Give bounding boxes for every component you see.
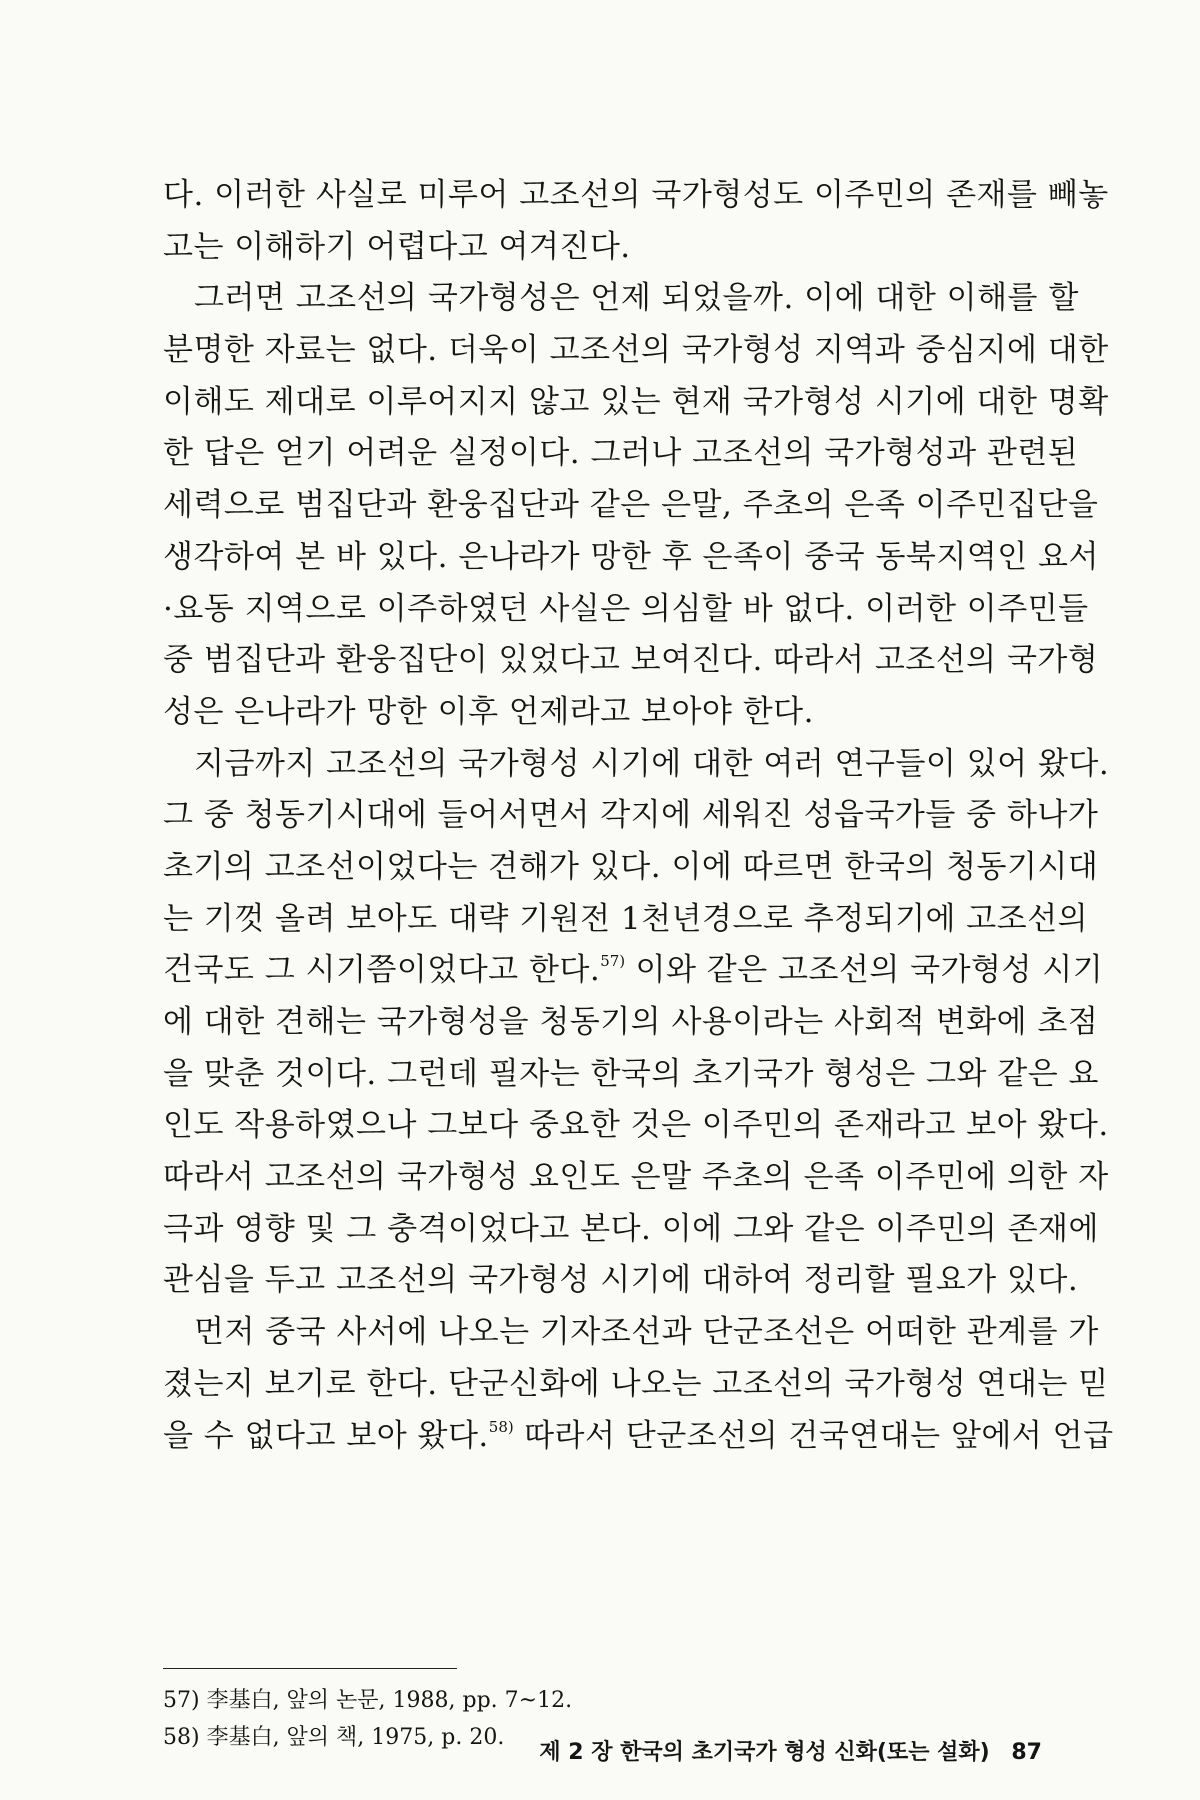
- page-number: 87: [1011, 1740, 1042, 1765]
- footnote-reference: 57): [600, 952, 626, 971]
- text-line: [163, 790, 1099, 842]
- text-line-segment: 을 맞춘 것이다. 그런데 필자는 한국의 초기국가 형성은 그와 같은 요: [163, 1055, 1099, 1092]
- text-line-segment: ·요동 지역으로 이주하였던 사실은 의심할 바 없다. 이러한 이주민들: [163, 590, 1089, 627]
- text-line-segment: 따라서 단군조선의 건국연대는 앞에서 언급: [513, 1417, 1114, 1454]
- text-line: [163, 273, 1079, 325]
- text-line: [163, 1307, 1099, 1359]
- footnote-divider: [163, 1668, 457, 1669]
- text-line: [163, 1255, 1079, 1307]
- text-line: [163, 428, 1079, 480]
- text-line-segment: 에 대한 견해는 국가형성을 청동기의 사용이라는 사회적 변화에 초점: [163, 1004, 1099, 1040]
- text-line: [163, 1359, 1109, 1411]
- text-line: [163, 635, 1099, 687]
- text-line: [163, 170, 1109, 222]
- text-line-segment: 고는 이해하기 어렵다고 여겨진다.: [163, 228, 631, 265]
- text-line: [163, 325, 1109, 377]
- running-footer: [539, 1738, 1042, 1768]
- text-line: [163, 377, 1109, 429]
- text-line-segment: 다. 이러한 사실로 미루어 고조선의 국가형성도 이주민의 존재를 빼놓: [163, 177, 1109, 213]
- text-line-segment: 는 기껏 올려 보아도 대략 기원전 1천년경으로 추정되기에 고조선의: [163, 900, 1089, 937]
- text-line-segment: 그러면 고조선의 국가형성은 언제 되었을까. 이에 대한 이해를 할: [194, 280, 1079, 317]
- text-line: [163, 1204, 1099, 1256]
- text-line-segment: 중 범집단과 환웅집단이 있었다고 보여진다. 따라서 고조선의 국가형: [163, 642, 1099, 679]
- text-line-segment: 생각하여 본 바 있다. 은나라가 망한 후 은족이 중국 동북지역인 요서: [163, 538, 1099, 575]
- text-line-segment: 극과 영향 및 그 충격이었다고 본다. 이에 그와 같은 이주민의 존재에: [163, 1210, 1099, 1247]
- text-line-segment: 졌는지 보기로 한다. 단군신화에 나오는 고조선의 국가형성 연대는 믿: [163, 1365, 1109, 1402]
- body-text: [163, 170, 1114, 1462]
- text-line: [163, 687, 1043, 739]
- text-line: [163, 1049, 1099, 1101]
- text-line-segment: 인도 작용하였으나 그보다 중요한 것은 이주민의 존재라고 보아 왔다.: [163, 1107, 1109, 1144]
- text-line: [163, 532, 1099, 584]
- text-line: [163, 1152, 1109, 1204]
- text-line-segment: 먼저 중국 사서에 나오는 기자조선과 단군조선은 어떠한 관계를 가: [194, 1314, 1099, 1351]
- text-line-segment: 따라서 고조선의 국가형성 요인도 은말 주초의 은족 이주민에 의한 자: [163, 1159, 1109, 1196]
- text-line-segment: 관심을 두고 고조선의 국가형성 시기에 대하여 정리할 필요가 있다.: [163, 1262, 1079, 1299]
- footnote: 58) 李基白, 앞의 책, 1975, p. 20.: [163, 1725, 505, 1750]
- text-line-segment: 성은 은나라가 망한 이후 언제라고 보아야 한다.: [163, 693, 814, 730]
- text-line: [163, 997, 1099, 1049]
- text-line-segment: 그 중 청동기시대에 들어서면서 각지에 세워진 성읍국가들 중 하나가: [163, 797, 1099, 834]
- text-line-segment: 지금까지 고조선의 국가형성 시기에 대한 여러 연구들이 있어 왔다.: [194, 745, 1110, 782]
- text-line: [163, 842, 1099, 894]
- text-line-segment: 이와 같은 고조선의 국가형성 시기: [625, 952, 1104, 989]
- text-line-segment: 세력으로 범집단과 환웅집단과 같은 은말, 주초의 은족 이주민집단을: [163, 487, 1099, 524]
- text-line-segment: 초기의 고조선이었다는 견해가 있다. 이에 따르면 한국의 청동기시대: [163, 848, 1099, 885]
- text-line: [163, 584, 1089, 636]
- running-title: 제 2 장 한국의 초기국가 형성 신화(또는 설화): [539, 1740, 990, 1765]
- footnote-reference: 58): [488, 1417, 514, 1436]
- footnote: 57) 李基白, 앞의 논문, 1988, pp. 7~12.: [163, 1688, 573, 1713]
- text-line: [163, 739, 1110, 791]
- text-line: [163, 894, 1089, 946]
- text-line-segment: 분명한 자료는 없다. 더욱이 고조선의 국가형성 지역과 중심지에 대한: [163, 332, 1109, 369]
- text-line-segment: 을 수 없다고 보아 왔다.: [163, 1417, 489, 1454]
- text-line-segment: 이해도 제대로 이루어지지 않고 있는 현재 국가형성 시기에 대한 명확: [163, 383, 1109, 420]
- text-line: [163, 1411, 1114, 1463]
- text-line-segment: 한 답은 얻기 어려운 실정이다. 그러나 고조선의 국가형성과 관련된: [163, 435, 1079, 472]
- text-line: [163, 1100, 1109, 1152]
- text-line: [163, 945, 1104, 997]
- text-line-segment: 건국도 그 시기쯤이었다고 한다.: [163, 952, 601, 989]
- text-line: [163, 222, 1043, 274]
- text-line: [163, 480, 1099, 532]
